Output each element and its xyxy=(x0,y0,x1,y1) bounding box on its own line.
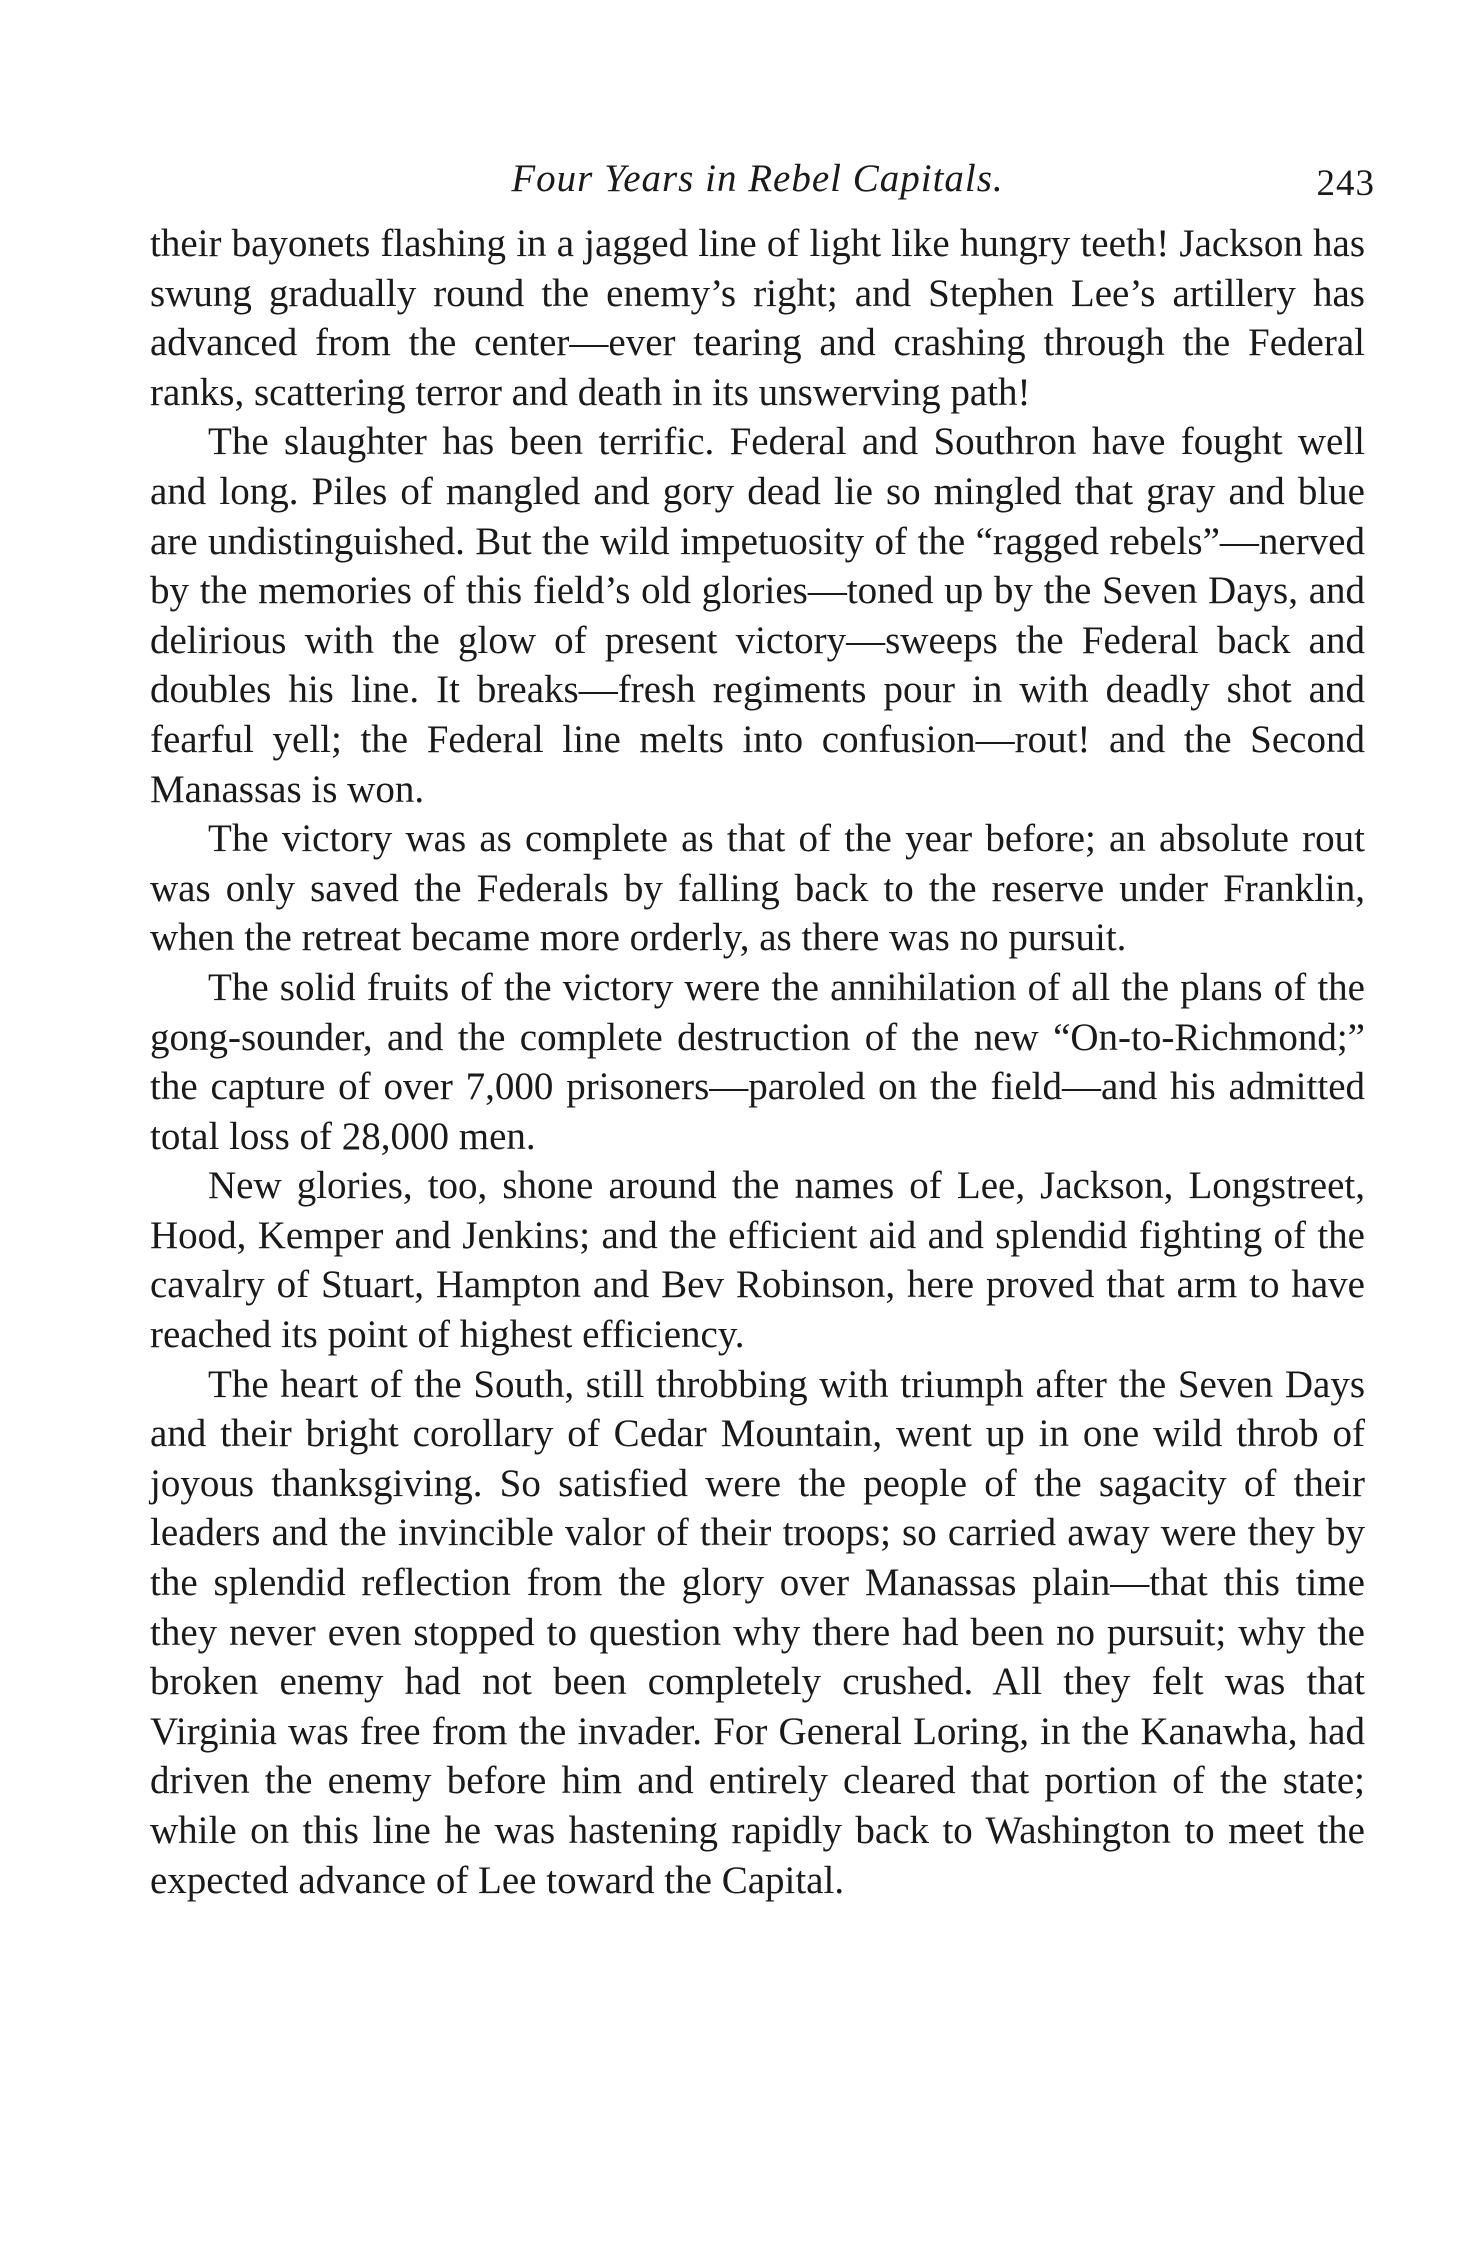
body-text xyxy=(150,219,1365,1905)
paragraph-victory: The victory was as complete as that of the year before; an absolute rout was only saved the Federals by falling back to the reserve under Franklin, when the retreat became more orderly, as there was no pursuit. xyxy=(150,817,1365,960)
paragraph-new-glories: New glories, too, shone around the names of Lee, Jackson, Longstreet, Hood, Kemper and Jenkins; and the efficient aid and splendid fighting of the cavalry of Stuart, Hampton and Bev Robinson, here proved that arm to have reached its point of highest efficiency. xyxy=(150,1164,1365,1357)
page-number: 243 xyxy=(1316,163,1375,204)
book-page xyxy=(150,156,1375,1905)
running-head xyxy=(150,156,1375,216)
running-title: Four Years in Rebel Capitals. xyxy=(511,157,1004,200)
paragraph-heart-of-south: The heart of the South, still throbbing with triumph after the Seven Days and their bright corollary of Cedar Mountain, went up in one wild throb of joyous thanksgiving. So satisfied were the people of the sagacity of their leaders and the invincible valor of their troops; so carried away were they by the splendid reflection from the glory over Manassas plain—that this time they never even stopped to question why there had been no pursuit; why the broken enemy had not been completely crushed. All they felt was that Virginia was free from the invader. For General Loring, in the Kanawha, had driven the enemy before him and entirely cleared that portion of the state; while on this line he was hastening rapidly back to Washington to meet the expected advance of Lee toward the Capital. xyxy=(150,1362,1365,1902)
paragraph-slaughter: The slaughter has been terrific. Federal and Southron have fought well and long. Piles of mangled and gory dead lie so mingled that gray and blue are undistinguished. But the wild impetuosity of the “ragged rebels”—nerved by the memories of this field’s old glories—toned up by the Seven Days, and delirious with the glow of present victory—sweeps the Federal back and doubles his line. It breaks—fresh regiments pour in with deadly shot and fearful yell; the Federal line melts into confusion—rout! and the Second Manassas is won. xyxy=(150,420,1365,811)
paragraph-solid-fruits: The solid fruits of the victory were the annihilation of all the plans of the gong-sounder, and the complete destruction of the new “On-to-Richmond;” the capture of over 7,000 prisoners—paroled on the field—and his admitted total loss of 28,000 men. xyxy=(150,965,1365,1158)
paragraph-continued: their bayonets flashing in a jagged line of light like hungry teeth! Jackson has swung gradually round the enemy’s right; and Stephen Lee’s artillery has advanced from the center—ever tearing and crashing through the Federal ranks, scattering terror and death in its unswerving path! xyxy=(150,222,1365,414)
